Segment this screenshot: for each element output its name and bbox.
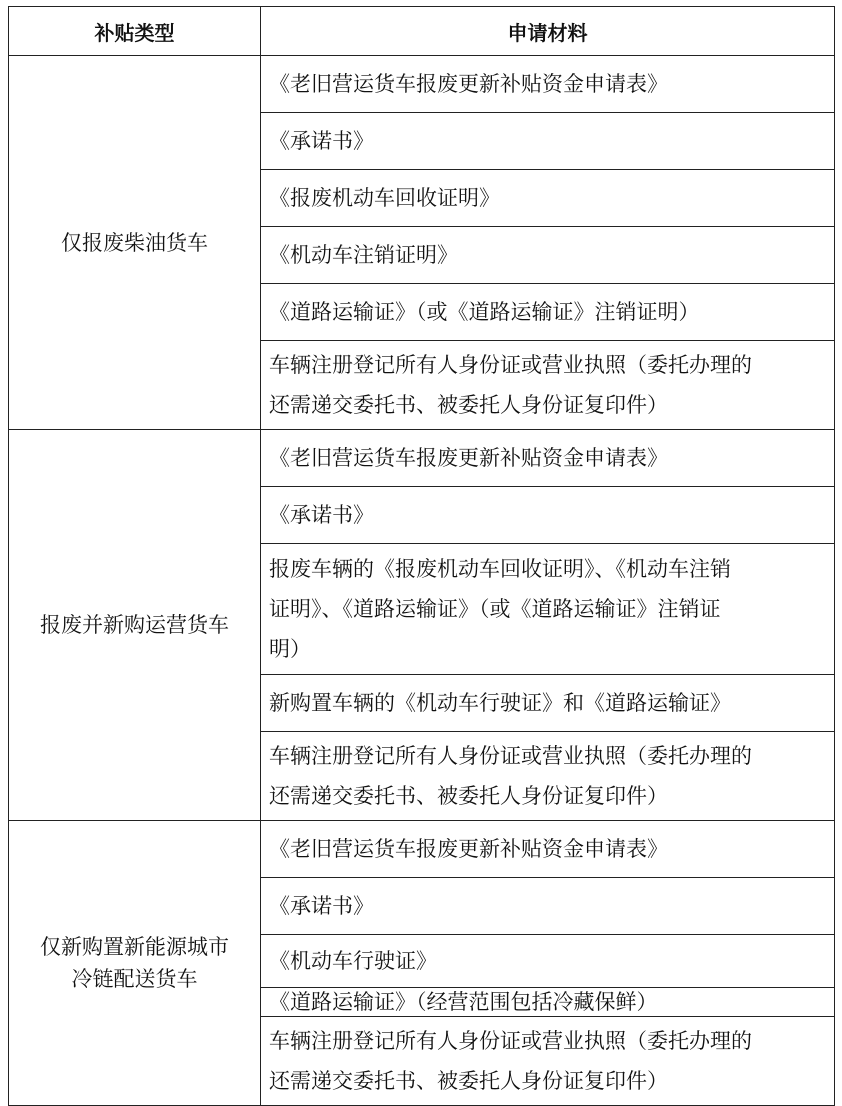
- material-cell: 车辆注册登记所有人身份证或营业执照（委托办理的 还需递交委托书、被委托人身份证复印件）: [261, 732, 835, 821]
- material-cell: 《老旧营运货车报废更新补贴资金申请表》: [261, 430, 835, 487]
- subsidy-type-cell: 仅新购置新能源城市 冷链配送货车: [9, 821, 261, 1106]
- subsidy-materials-table: [8, 6, 835, 1106]
- material-cell: 《报废机动车回收证明》: [261, 170, 835, 227]
- material-cell: 《道路运输证》（经营范围包括冷藏保鲜）: [261, 988, 835, 1017]
- table-header-row: [9, 7, 835, 56]
- material-cell: 《老旧营运货车报废更新补贴资金申请表》: [261, 56, 835, 113]
- header-application-materials: 申请材料: [261, 7, 835, 56]
- material-cell: 车辆注册登记所有人身份证或营业执照（委托办理的 还需递交委托书、被委托人身份证复印件）: [261, 341, 835, 430]
- table-row: [9, 821, 835, 878]
- material-cell: 车辆注册登记所有人身份证或营业执照（委托办理的 还需递交委托书、被委托人身份证复印件）: [261, 1017, 835, 1106]
- material-cell: 《老旧营运货车报废更新补贴资金申请表》: [261, 821, 835, 878]
- table-row: [9, 56, 835, 113]
- material-cell: 《承诺书》: [261, 487, 835, 544]
- table-row: [9, 430, 835, 487]
- material-cell: 《承诺书》: [261, 878, 835, 935]
- material-cell: 新购置车辆的《机动车行驶证》和《道路运输证》: [261, 675, 835, 732]
- material-cell: 《机动车行驶证》: [261, 935, 835, 988]
- material-cell: 《承诺书》: [261, 113, 835, 170]
- material-cell: 《机动车注销证明》: [261, 227, 835, 284]
- header-subsidy-type: 补贴类型: [9, 7, 261, 56]
- subsidy-type-cell: 报废并新购运营货车: [9, 430, 261, 821]
- material-cell: 报废车辆的《报废机动车回收证明》、《机动车注销 证明》、《道路运输证》（或《道路运输证》注销证 明）: [261, 544, 835, 675]
- material-cell: 《道路运输证》（或《道路运输证》注销证明）: [261, 284, 835, 341]
- subsidy-type-cell: 仅报废柴油货车: [9, 56, 261, 430]
